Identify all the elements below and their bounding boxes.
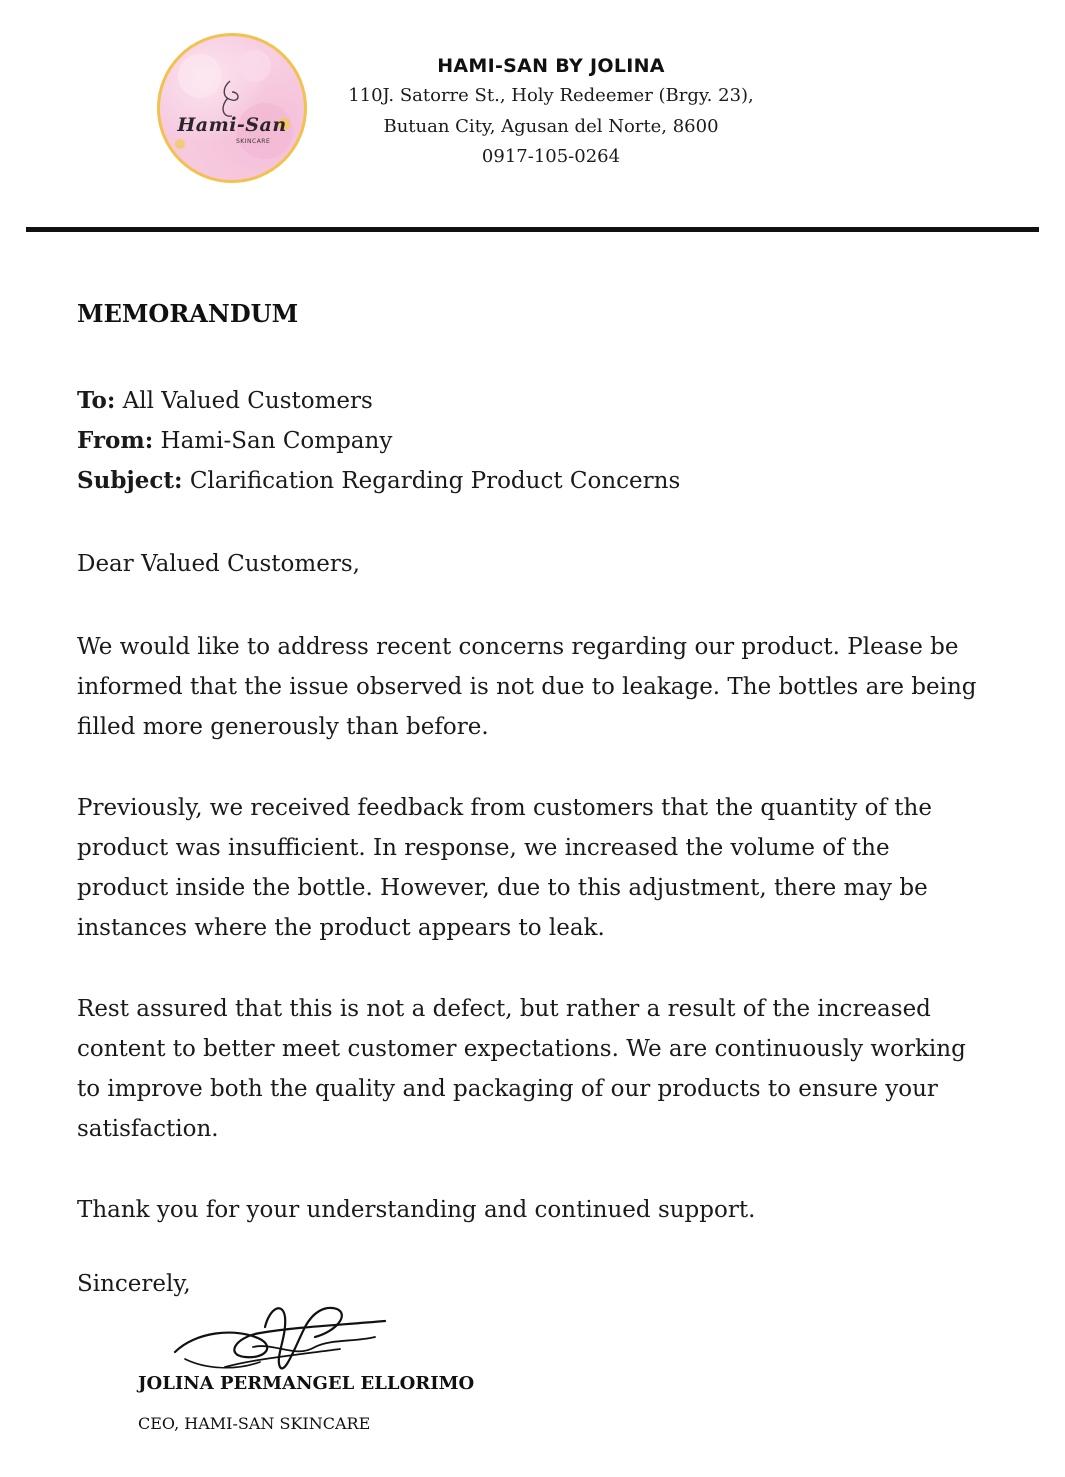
greeting-text: Dear Valued Customers, bbox=[77, 551, 360, 577]
paragraph-line: instances where the product appears to leak. bbox=[77, 915, 605, 941]
signer-name: JOLINA PERMANGEL ELLORIMO bbox=[138, 1373, 475, 1394]
memo-subject-label: Subject: bbox=[77, 467, 183, 494]
memo-greeting bbox=[77, 544, 1007, 584]
company-info bbox=[330, 51, 772, 173]
paragraph-line: Rest assured that this is not a defect, but rather a result of the increased bbox=[77, 996, 931, 1022]
letterhead-divider bbox=[26, 227, 1039, 232]
memo-subject-value: Clarification Regarding Product Concerns bbox=[189, 468, 681, 494]
company-name: HAMI-SAN BY JOLINA bbox=[437, 55, 665, 77]
paragraph-line: We would like to address recent concerns regarding our product. Please be bbox=[77, 634, 959, 660]
memo-subject-field bbox=[77, 461, 680, 501]
memo-title: MEMORANDUM bbox=[77, 299, 299, 328]
memo-paragraph-1 bbox=[77, 627, 1007, 747]
memo-to-value: All Valued Customers bbox=[122, 388, 373, 414]
company-address-line2: Butuan City, Agusan del Norte, 8600 bbox=[383, 115, 719, 137]
thanks-text: Thank you for your understanding and continued support. bbox=[77, 1197, 756, 1223]
paragraph-line: filled more generously than before. bbox=[77, 714, 489, 740]
paragraph-line: informed that the issue observed is not due to leakage. The bottles are being bbox=[77, 674, 977, 700]
logo-tagline-text: SKINCARE bbox=[236, 138, 271, 145]
memo-thanks bbox=[77, 1190, 1007, 1230]
company-address-line1: 110J. Satorre St., Holy Redeemer (Brgy. 23), bbox=[348, 85, 754, 106]
paragraph-line: product inside the bottle. However, due to this adjustment, there may be bbox=[77, 875, 928, 901]
logo-decoration-icon bbox=[160, 36, 307, 183]
memo-to-field bbox=[77, 381, 373, 421]
memo-from-field bbox=[77, 421, 392, 461]
signer-title: CEO, HAMI-SAN SKINCARE bbox=[138, 1414, 371, 1433]
paragraph-line: satisfaction. bbox=[77, 1116, 219, 1142]
closing-text: Sincerely, bbox=[77, 1271, 191, 1297]
memo-paragraph-2 bbox=[77, 788, 1007, 948]
paragraph-line: product was insufficient. In response, we increased the volume of the bbox=[77, 835, 890, 861]
memo-from-label: From: bbox=[77, 427, 154, 454]
paragraph-line: content to better meet customer expectations. We are continuously working bbox=[77, 1036, 966, 1062]
memo-from-value: Hami-San Company bbox=[160, 428, 393, 454]
memo-to-label: To: bbox=[77, 387, 116, 414]
company-logo bbox=[157, 33, 307, 183]
paragraph-line: to improve both the quality and packaging of our products to ensure your bbox=[77, 1076, 938, 1102]
company-phone: 0917-105-0264 bbox=[481, 146, 621, 167]
paragraph-line: Previously, we received feedback from customers that the quantity of the bbox=[77, 795, 932, 821]
logo-brand-text: Hami-San bbox=[177, 114, 287, 136]
memo-paragraph-3 bbox=[77, 989, 1007, 1149]
